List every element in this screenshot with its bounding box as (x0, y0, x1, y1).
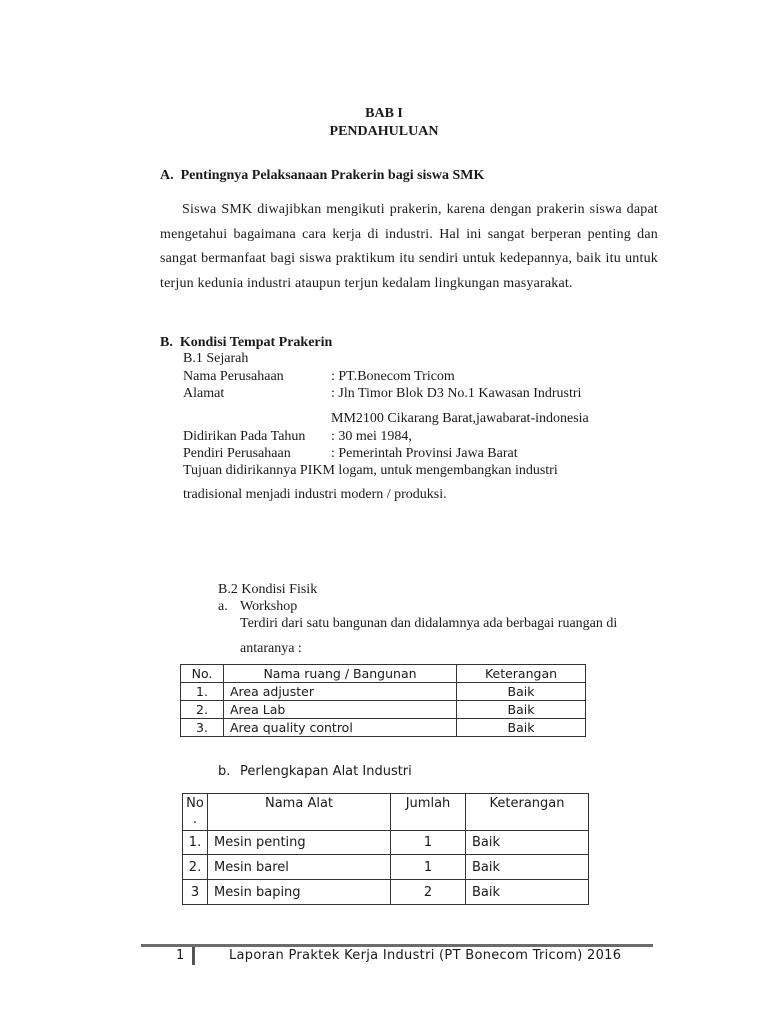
purpose-line-1: Tujuan didirikannya PIKM logam, untuk mengembangkan industri (183, 463, 558, 478)
table-row (183, 880, 589, 905)
chapter-title: BAB I (365, 106, 403, 121)
footer-rule (141, 944, 653, 947)
purpose-line-2: tradisional menjadi industri modern / produksi. (183, 487, 447, 502)
table-cell: Area adjuster (224, 683, 457, 701)
field-label-company: Nama Perusahaan (183, 369, 284, 384)
table-row (181, 683, 586, 701)
table-cell: 2. (181, 701, 224, 719)
table-cell: Area Lab (224, 701, 457, 719)
table-cell: Baik (466, 855, 589, 880)
field-label-founded: Didirikan Pada Tahun (183, 429, 306, 444)
table-header-cell: Nama Alat (208, 794, 391, 831)
table-cell: 1 (391, 831, 466, 855)
item-a-marker: a. (218, 599, 228, 614)
table-row (183, 855, 589, 880)
table-cell: Area quality control (224, 719, 457, 737)
item-a-desc-line-1: Terdiri dari satu bangunan dan didalamnya ada berbagai ruangan di (240, 616, 618, 631)
table-row (181, 701, 586, 719)
table-cell: Baik (466, 880, 589, 905)
field-value-address: : Jln Timor Blok D3 No.1 Kawasan Indrustri (331, 386, 582, 401)
table-row (181, 719, 586, 737)
header-no-part: No (186, 796, 204, 811)
subsection-b1-title: B.1 Sejarah (183, 351, 249, 366)
table-row (183, 831, 589, 855)
table-header-row (181, 665, 586, 683)
field-label-founder: Pendiri Perusahaan (183, 446, 291, 461)
table-header-cell: Jumlah (391, 794, 466, 831)
table-cell: 1. (181, 683, 224, 701)
field-value-address-cont: MM2100 Cikarang Barat,jawabarat-indonesia (331, 411, 589, 426)
table-cell: Baik (466, 831, 589, 855)
field-label-address: Alamat (183, 386, 225, 401)
equipment-table (182, 793, 589, 905)
table-header-row (183, 794, 589, 831)
table-header-cell: Keterangan (466, 794, 589, 831)
footer-text: Laporan Praktek Kerja Industri (PT Bonecom Tricom) 2016 (229, 948, 622, 963)
table-cell: Mesin baping (208, 880, 391, 905)
table-cell: Baik (457, 701, 586, 719)
field-value-founder: : Pemerintah Provinsi Jawa Barat (331, 446, 518, 461)
footer-page-number: 1 (176, 948, 185, 963)
table-header-cell: Nama ruang / Bangunan (224, 665, 457, 683)
item-b-title: Perlengkapan Alat Industri (240, 764, 412, 779)
table-header-cell: No. (181, 665, 224, 683)
table-cell: 2. (183, 855, 208, 880)
section-b-heading: B. Kondisi Tempat Prakerin (160, 335, 333, 350)
table-cell: Baik (457, 683, 586, 701)
section-a-paragraph-text: Siswa SMK diwajibkan mengikuti prakerin, karena dengan prakerin siswa dapat mengetahui bagaimana cara kerja di industri. Hal ini sangat berperan penting dan sangat bermanfaat bagi siswa praktikum itu sendiri untuk kedepannya, baik itu untuk terjun kedunia industri ataupun terjun kedalam lingkungan masyarakat. (160, 202, 658, 291)
room-table (180, 664, 586, 737)
section-a-paragraph (160, 198, 658, 296)
table-cell: Mesin barel (208, 855, 391, 880)
field-value-company: : PT.Bonecom Tricom (331, 369, 455, 384)
item-a-desc-line-2: antaranya : (240, 641, 302, 656)
header-no-dot: . (192, 812, 198, 827)
table-cell: Mesin penting (208, 831, 391, 855)
section-a-heading: A. Pentingnya Pelaksanaan Prakerin bagi siswa SMK (160, 168, 485, 183)
subsection-b2-title: B.2 Kondisi Fisik (218, 582, 318, 597)
field-value-founded: : 30 mei 1984, (331, 429, 412, 444)
table-cell: 1. (183, 831, 208, 855)
chapter-subtitle: PENDAHULUAN (329, 124, 439, 139)
table-cell: Baik (457, 719, 586, 737)
table-cell: 3. (181, 719, 224, 737)
table-cell: 3 (183, 880, 208, 905)
table-cell: 1 (391, 855, 466, 880)
item-b-marker: b. (218, 764, 231, 779)
item-a-title: Workshop (240, 599, 298, 614)
table-cell: 2 (391, 880, 466, 905)
footer-separator (192, 947, 195, 965)
table-header-cell (183, 794, 208, 831)
table-header-cell: Keterangan (457, 665, 586, 683)
